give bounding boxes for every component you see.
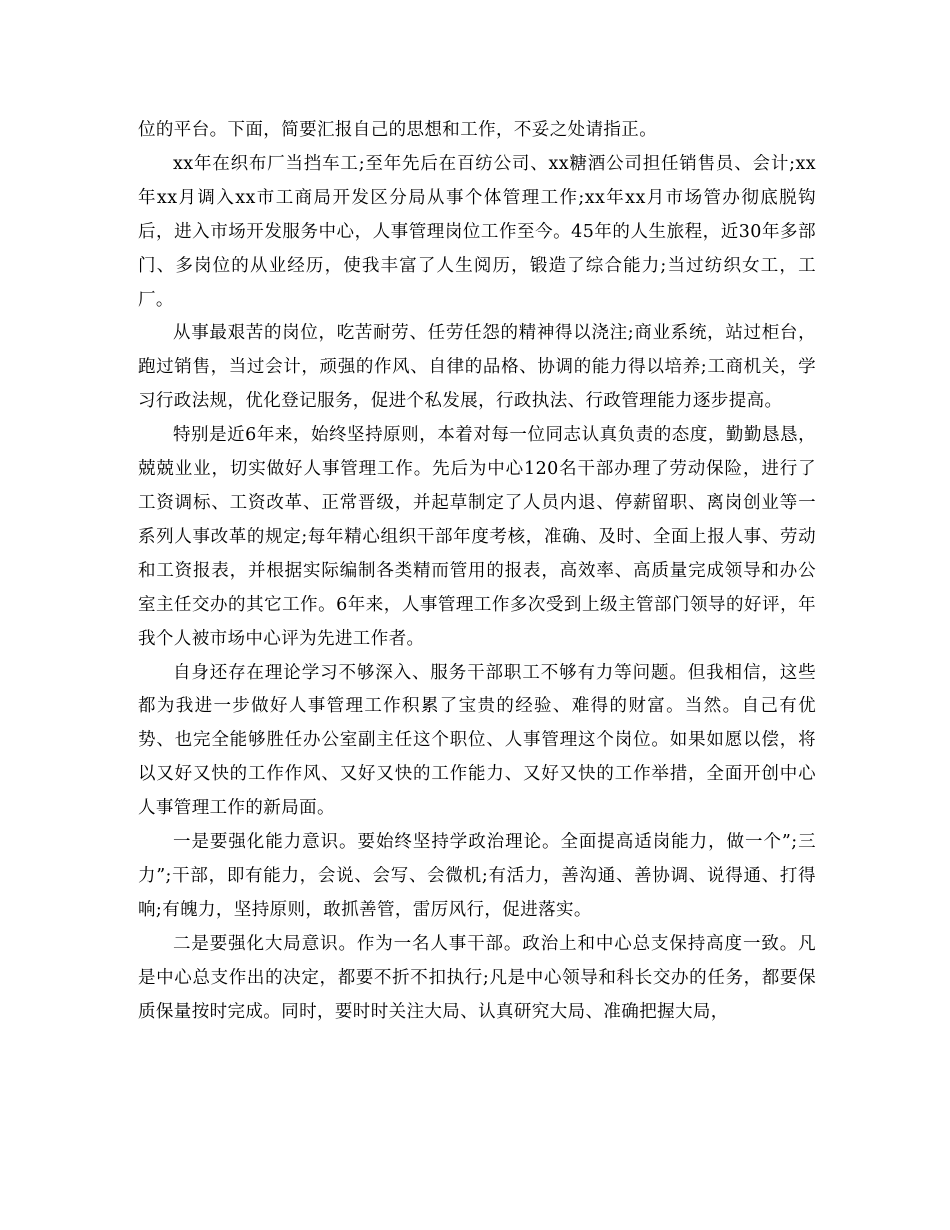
paragraph-continued-intro: 位的平台。下面，简要汇报自己的思想和工作，不妥之处请指正。 (138, 120, 658, 140)
paragraph-achievements: 特别是近6年来，始终坚持原则，本着对每一位同志认真负责的态度，勤勤恳恳，兢兢业业，切实做好人事管理工作。先后为中心120名干部办理了劳动保险，进行了工资调标、工资改革、正常晋级，并起草制定了人员内退、停薪留职、离岗创业等一系列人事改革的规定;每年精心组织干部年度考核，准确、及时、全面上报人事、劳动和工资报表，并根据实际编制各类精而管用的报表，高效率、高质量完成领导和办公室主任交办的其它工作。6年来，人事管理工作多次受到上级主管部门领导的好评，年我个人被市场中心评为先进工作者。 (138, 425, 816, 649)
paragraph-experience: 从事最艰苦的岗位，吃苦耐劳、任劳任怨的精神得以浇注;商业系统，站过柜台，跑过销售，当过会计，顽强的作风、自律的品格、协调的能力得以培养;工商机关，学习行政法规，优化登记服务，促进个私发展，行政执法、行政管理能力逐步提高。 (138, 323, 816, 412)
document-body (138, 114, 816, 1029)
paragraph-overall-awareness: 二是要强化大局意识。作为一名人事干部。政治上和中心总支保持高度一致。凡是中心总支作出的决定，都要不折不扣执行;凡是中心领导和科长交办的任务，都要保质保量按时完成。同时，要时时关注大局、认真研究大局、准确把握大局， (138, 933, 816, 1022)
paragraph-ability-awareness: 一是要强化能力意识。要始终坚持学政治理论。全面提高适岗能力，做一个”;三力”;干部，即有能力，会说、会写、会微机;有活力，善沟通、善协调、说得通、打得响;有魄力，坚持原则，敢抓善管，雷厉风行，促进落实。 (138, 832, 816, 920)
paragraph-self-assessment: 自身还存在理论学习不够深入、服务干部职工不够有力等问题。但我相信，这些都为我进一步做好人事管理工作积累了宝贵的经验、难得的财富。当然。自己有优势、也完全能够胜任办公室副主任这个职位、人事管理这个岗位。如果如愿以偿，将以又好又快的工作作风、又好又快的工作能力、又好又快的工作举措，全面开创中心人事管理工作的新局面。 (138, 662, 816, 819)
paragraph-work-history: xx年在织布厂当挡车工;至年先后在百纺公司、xx糖酒公司担任销售员、会计;xx年xx月调入xx市工商局开发区分局从事个体管理工作;xx年xx月市场管办彻底脱钩后，进入市场开发服务中心，人事管理岗位工作至今。45年的人生旅程，近30年多部门、多岗位的从业经历，使我丰富了人生阅历，锻造了综合能力;当过纺织女工，工厂。 (138, 153, 816, 310)
